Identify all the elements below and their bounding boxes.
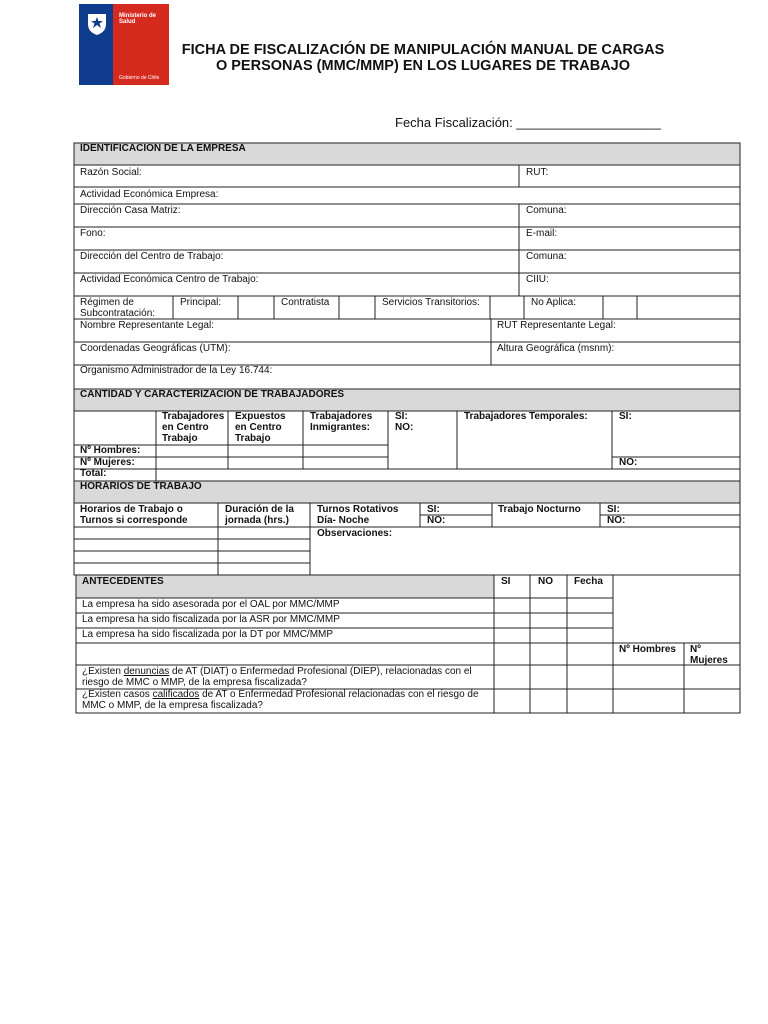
pregunta-denuncias-a: ¿Existen — [82, 666, 124, 677]
razon-social-field[interactable]: Razón Social: — [80, 167, 142, 178]
altura-field[interactable]: Altura Geográfica (msnm): — [497, 343, 615, 354]
observaciones-field[interactable]: Observaciones: — [317, 528, 393, 539]
identificacion-heading: IDENTIFICACION DE LA EMPRESA — [80, 143, 246, 154]
contratista-label: Contratista — [281, 297, 330, 308]
fono-field[interactable]: Fono: — [80, 228, 106, 239]
direccion-centro-field[interactable]: Dirección del Centro de Trabajo: — [80, 251, 224, 262]
col-fecha: Fecha — [574, 576, 603, 587]
col-n-mujeres: Nº Mujeres — [690, 644, 728, 666]
no-aplica-label: No Aplica: — [531, 297, 577, 308]
comuna-centro-field[interactable]: Comuna: — [526, 251, 567, 262]
pregunta-denuncias-underline: denuncias — [123, 666, 170, 677]
trabajadores-heading: CANTIDAD Y CARACTERIZACION DE TRABAJADORES — [80, 389, 345, 400]
pregunta-calificados-a: ¿Existen casos — [82, 689, 153, 700]
pregunta-calificados-underline: calificados — [152, 689, 200, 700]
col-inmigrantes: Trabajadores Inmigrantes: — [310, 411, 373, 433]
turnos-rotativos-label: Turnos Rotativos Día- Noche — [317, 504, 399, 526]
antecedente-row-dt: La empresa ha sido fiscalizada por la DT por MMC/MMP — [82, 629, 334, 640]
representante-field[interactable]: Nombre Representante Legal: — [80, 320, 214, 331]
antecedente-row-asr: La empresa ha sido fiscalizada por la ASR por MMC/MMP — [82, 614, 340, 625]
nocturno-no[interactable]: NO: — [607, 515, 626, 526]
rut-representante-field[interactable]: RUT Representante Legal: — [497, 320, 616, 331]
servicios-transitorios-label: Servicios Transitorios: — [382, 297, 480, 308]
temporales-label: Trabajadores Temporales: — [464, 411, 588, 422]
temporales-no[interactable]: NO: — [619, 457, 638, 468]
logo-government-text: Gobierno de Chile — [119, 75, 160, 81]
logo-ministry-text: Ministerio de Salud — [119, 13, 157, 25]
hombres-label: Nº Hombres: — [80, 445, 141, 456]
antecedentes-heading: ANTECEDENTES — [82, 576, 164, 587]
col-no: NO — [538, 576, 553, 587]
inmigrantes-si[interactable]: SI: — [395, 411, 408, 422]
email-field[interactable]: E-mail: — [526, 228, 558, 239]
coordenadas-field[interactable]: Coordenadas Geográficas (UTM): — [80, 343, 231, 354]
ciiu-field[interactable]: CIIU: — [526, 274, 549, 285]
principal-label: Principal: — [180, 297, 222, 308]
direccion-matriz-field[interactable]: Dirección Casa Matriz: — [80, 205, 181, 216]
organismo-field[interactable]: Organismo Administrador de la Ley 16.744: — [80, 365, 273, 376]
col-expuestos: Expuestos en Centro Trabajo — [235, 411, 286, 444]
antecedente-row-oal: La empresa ha sido asesorada por el OAL por MMC/MMP — [82, 599, 340, 610]
inmigrantes-no[interactable]: NO: — [395, 422, 414, 433]
pregunta-calificados — [82, 689, 492, 711]
actividad-centro-field[interactable]: Actividad Económica Centro de Trabajo: — [80, 274, 259, 285]
actividad-economica-field[interactable]: Actividad Económica Empresa: — [80, 189, 219, 200]
pregunta-denuncias-b: de AT (DIAT) o Enfermedad Profesional (DIEP), relacionadas con el riesgo de MMC o MMP, de la empresa fiscalizada? — [82, 666, 472, 688]
title-line-2: O PERSONAS (MMC/MMP) EN LOS LUGARES DE TRABAJO — [215, 58, 631, 74]
mujeres-label: Nº Mujeres: — [80, 457, 135, 468]
duracion-label: Duración de la jornada (hrs.) — [225, 504, 294, 526]
temporales-si[interactable]: SI: — [619, 411, 632, 422]
total-label: Total: — [80, 468, 107, 479]
col-n-hombres: Nº Hombres — [619, 644, 676, 655]
rut-field[interactable]: RUT: — [526, 167, 549, 178]
rotativos-si[interactable]: SI: — [427, 504, 440, 515]
horarios-turnos-label: Horarios de Trabajo o Turnos si corresponde — [80, 504, 188, 526]
fecha-fiscalizacion[interactable]: Fecha Fiscalización: ____________________ — [395, 115, 661, 130]
pregunta-denuncias — [82, 666, 492, 688]
comuna-matriz-field[interactable]: Comuna: — [526, 205, 567, 216]
nocturno-si[interactable]: SI: — [607, 504, 620, 515]
col-trabajadores-centro: Trabajadores en Centro Trabajo — [162, 411, 225, 444]
col-si: SI — [501, 576, 511, 587]
pregunta-calificados-b: de AT o Enfermedad Profesional relacionadas con el riesgo de MMC o MMP, de la empresa fiscalizada? — [82, 689, 479, 711]
horarios-heading: HORARIOS DE TRABAJO — [80, 481, 202, 492]
title-line-1: FICHA DE FISCALIZACIÓN DE MANIPULACIÓN MANUAL DE CARGAS — [181, 42, 665, 58]
trabajo-nocturno-label: Trabajo Nocturno — [498, 504, 581, 515]
rotativos-no[interactable]: NO: — [427, 515, 446, 526]
regimen-label: Régimen de Subcontratación: — [80, 297, 156, 319]
